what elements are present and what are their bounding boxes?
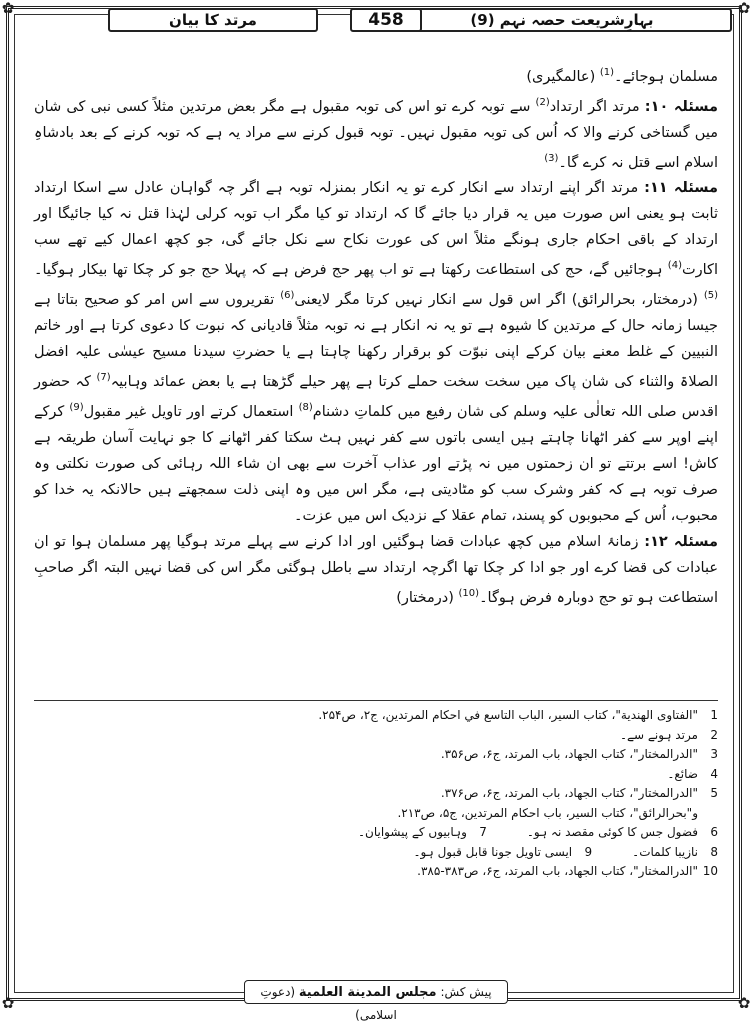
page-body [34, 60, 718, 611]
section-title: مرتد کا بیان [108, 8, 318, 32]
footnote: و"بحرالرائق"، كتاب السير، باب احكام المرتدين، ج۵، ص۲۱۳. [397, 805, 698, 820]
masla-label: مسئلہ ۱۰: [644, 98, 719, 115]
footnote: 8 نازیبا کلمات۔ [632, 844, 718, 859]
footnote: 1 "الفتاوى الهندية"، كتاب السير، الباب التاسع في احكام المرتدين، ج۲، ص۲۵۴. [318, 708, 718, 722]
book-title: بہارِشریعت حصہ نہم (9) [392, 8, 732, 32]
masla-label: مسئلہ ۱۲: [644, 533, 718, 550]
footnote: 5 "الدرالمختار"، كتاب الجهاد، باب المرتد، ج۶، ص۳۷۶. [440, 786, 718, 800]
footnote: 4 ضائع۔ [667, 766, 718, 781]
masla-10: مسئلہ ۱۰: مرتد اگر ارتداد$^{(2)}$ سے توبہ کرے تو اس کی توبہ مقبول ہے مگر بعض مرتدین مثلاً کسی نبی کی شان میں گستاخی کرنے والا کہ اُس کی توبہ مقبول نہیں۔ توبہ قبول کرنے سے مراد یہ ہے کہ توبہ کرنے کے بعد بادشاہِ اسلام اسے قتل نہ کرے گا۔$^{(3)}$ [34, 96, 719, 171]
footnote: 3 "الدرالمختار"، كتاب الجهاد، باب المرتد، ج۶، ص۳۵۶. [440, 747, 718, 761]
footnote-divider [34, 700, 718, 701]
footnote: 6 فضول جس کا کوئی مقصد نہ ہو۔ [526, 825, 718, 839]
footnote: 10 "الدرالمختار"، كتاب الجهاد، باب المرتد، ج۶، ص۳۸۳-۳۸۵. [417, 864, 718, 878]
footnotes [34, 706, 718, 882]
page-header [20, 4, 732, 36]
page-number: 458 [350, 8, 422, 32]
corner-ornament-icon: ✿ [737, 0, 751, 17]
footnote-pair [34, 823, 718, 843]
publisher-footer: پیش کش: مجلس المدينة العلمية (دعوتِ اسلامی) [244, 980, 508, 1004]
footnote: 2 مرتد ہونے سے۔ [619, 727, 718, 742]
publisher-name: مجلس المدينة العلمية [298, 985, 437, 1000]
corner-ornament-icon: ✿ [1, 0, 15, 17]
footnote: 7 وہابیوں کے پیشوایان۔ [358, 825, 487, 839]
masla-11: مسئلہ ۱۱: مرتد اگر اپنے ارتداد سے انکار کرے تو یہ انکار بمنزلہ توبہ ہے اگر چہ گواہان عادل سے اسکا ارتداد ثابت ہو یعنی اس صورت میں یہ قرار دیا جائے گا کہ ارتداد تو کیا مگر اب توبہ کرلی لہٰذا قتل نہ کیا جائیگا اور ارتداد کے باقی احکام جاری ہونگے مثلاً اس کی عورت نکاح سے نکل جائے گی، جو کچھ اعمال کیے تھے سب اکارت$^{(4)}$ ہوجائیں گے، حج کی استطاعت رکھتا ہے تو اب پھر حج فرض ہے کہ پہلا حج جو کر چکا تھا بیکار ہوگیا۔$^{(5)}$ (درمختار، بحرالرائق) اگر اس قول سے انکار نہیں کرتا مگر لایعنی$^{(6)}$ تقریروں سے اس امر کو صحیح بتاتا ہے جیسا زمانہ حال کے مرتدین کا شیوہ ہے تو یہ نہ انکار ہے نہ توبہ مثلاً قادیانی کہ نبوت کا دعوی کرتا ہے اور خاتم النبیین کے غلط معنے بیان کرکے اپنی نبوّت کو برقرار رکھنا چاہتا ہے یا حضرتِ سیدنا مسیح عیسٰی علیہ افضل الصلاۃ والثناء کی شان پاک میں سخت سخت حملے کرتا ہے پھر حیلے گڑھتا ہے یا بعض عمائد وہابیہ$^{(7)}$ کہ حضور اقدس صلی اللہ تعالٰی علیہ وسلم کی شان رفیع میں کلماتِ دشنام$^{(8)}$ استعمال کرتے اور تاویل غیر مقبول$^{(9)}$ کرکے اپنے اوپر سے کفر اٹھانا چاہتے ہیں ایسی باتوں سے کفر نہیں ہٹ سکتا کفر اٹھانے کا جو نہایت آسان طریقہ ہے کاش! اسے برتتے تو ان زحمتوں میں نہ پڑتے اور عذاب آخرت سے بھی ان شاء اللہ رہائی کی صورت نکلتی وہ صرف توبہ ہے کہ کفر وشرک سب کو مٹادیتی ہے، مگر اس میں وہ اپنی ذلت سمجھتے ہیں حالانکہ یہ خدا کو محبوب، اُس کے محبوبوں کو پسند، تمام عقلا کے نزدیک اس میں عزت۔ [34, 180, 719, 524]
masla-12: مسئلہ ۱۲: زمانۂ اسلام میں کچھ عبادات قضا ہوگئیں اور ادا کرنے سے پہلے مرتد ہوگیا پھر مسلمان ہوا تو ان عبادات کی قضا کرے اور جو ادا کر چکا تھا اگرچہ ارتداد سے باطل ہوگئی مگر اس کی قضا نہیں البتہ اگر صاحبِ استطاعت ہو تو حج دوبارہ فرض ہوگا۔$^{(10)}$ (درمختار) [34, 533, 718, 606]
footnote: 9 ایسی تاویل جونا قابل قبول ہو۔ [413, 844, 593, 859]
masla-label: مسئلہ ۱۱: [644, 180, 718, 197]
footnote-pair [34, 843, 718, 863]
corner-ornament-icon: ✿ [1, 994, 15, 1012]
corner-ornament-icon: ✿ [737, 994, 751, 1012]
paragraph-continuation: مسلمان ہوجائے۔$^{(1)}$ (عالمگیری) [526, 67, 718, 85]
